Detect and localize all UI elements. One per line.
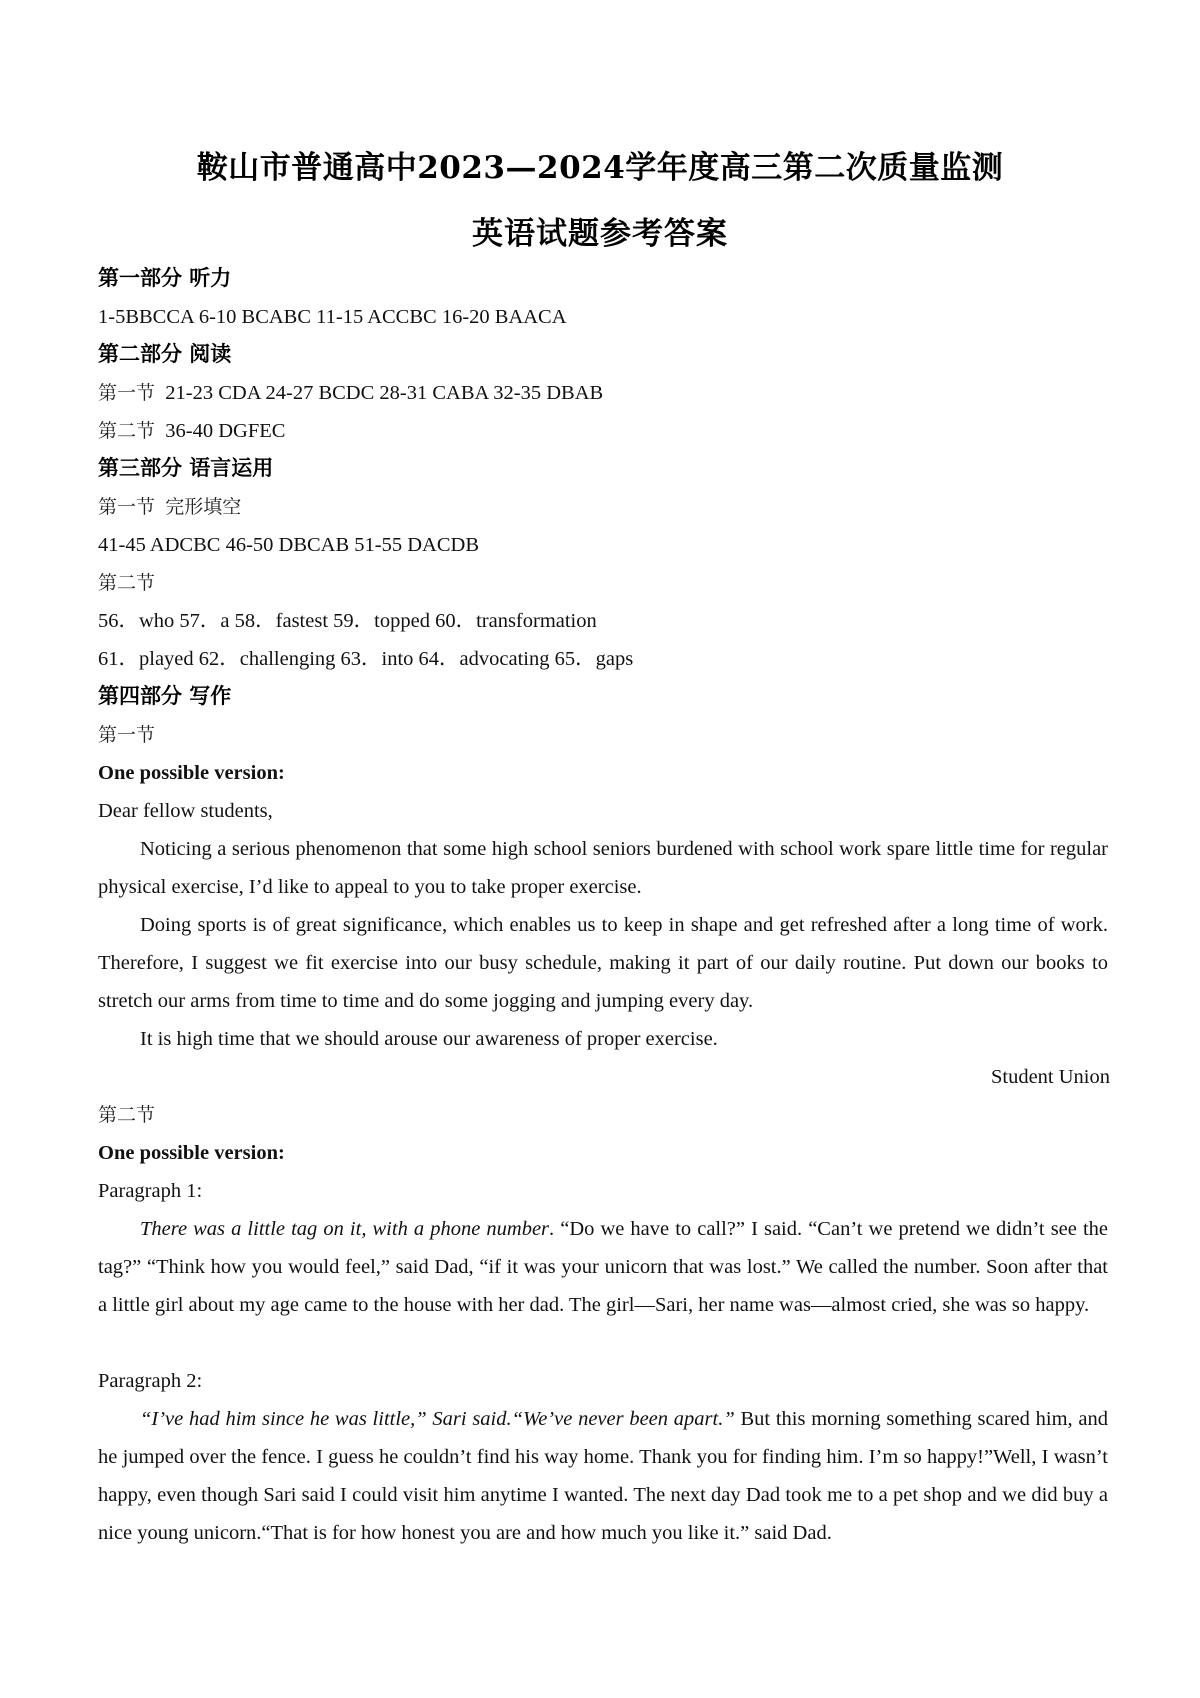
story-paragraph-1-opening: There was a little tag on it, with a phone number	[140, 1218, 550, 1240]
part1-heading: 第一部分 听力	[98, 266, 232, 290]
part4-section1-version-label: One possible version:	[98, 762, 285, 784]
letter-paragraph-1: Noticing a serious phenomenon that some high school seniors burdened with school work spare little time for regular physical exercise, I’d like to appeal to you to take proper exercise.	[98, 838, 1108, 898]
part3-section2-label: 第二节	[98, 572, 156, 594]
story-paragraph-2-body: But this morning something scared him, and he jumped over the fence. I guess he couldn’t find his way home. Thank you for finding him. I’m so happy!”Well, I wasn’t happy, even though Sari said I could visit him anytime I wanted. The next day Dad took me to a pet shop and we did buy a nice young unicorn.“That is for how honest you are and how much you like it.” said Dad.	[98, 1408, 1108, 1544]
story-paragraph-1-label: Paragraph 1:	[98, 1180, 203, 1202]
story-paragraph-2-label: Paragraph 2:	[98, 1370, 203, 1392]
part2-section2-answers: 36-40 DGFEC	[165, 420, 286, 442]
letter-signature: Student Union	[990, 1066, 1110, 1088]
letter-greeting: Dear fellow students,	[98, 800, 273, 822]
part4-heading: 第四部分 写作	[98, 684, 232, 708]
letter-paragraph-2: Doing sports is of great significance, which enables us to keep in shape and get refreshed after a long time of work. Therefore, I suggest we fit exercise into our busy schedule, making it part of our daily routine. Put down our books to stretch our arms from time to time and do some jogging and jumping every day.	[98, 914, 1108, 1012]
part2-section1-label: 第一节	[98, 382, 156, 404]
part2-section1-answers: 21-23 CDA 24-27 BCDC 28-31 CABA 32-35 DBAB	[165, 382, 604, 404]
part4-section1-label: 第一节	[98, 724, 156, 746]
part3-section2-line2: 61．played 62．challenging 63．into 64．advocating 65．gaps	[98, 648, 634, 670]
part4-section2-label: 第二节	[98, 1104, 156, 1126]
part1-answers: 1-5BBCCA 6-10 BCABC 11-15 ACCBC 16-20 BAACA	[98, 306, 567, 328]
story-paragraph-1-body: . “Do we have to call?” I said. “Can’t we pretend we didn’t see the tag?” “Think how you would feel,” said Dad, “if it was your unicorn that was lost.” We called the number. Soon after that a little girl about my age came to the house with her dad. The girl—Sari, her name was—almost cried, she was so happy.	[98, 1218, 1108, 1316]
part2-section1	[98, 379, 603, 407]
part3-section1-answers: 41-45 ADCBC 46-50 DBCAB 51-55 DACDB	[98, 534, 479, 556]
part3-section2-line1: 56．who 57．a 58．fastest 59．topped 60．transformation	[98, 610, 597, 632]
part3-section1-label: 第一节	[98, 496, 156, 518]
part4-section2-version-label: One possible version:	[98, 1142, 285, 1164]
part2-section2-label: 第二节	[98, 420, 156, 442]
part3-section1-title: 完形填空	[165, 496, 242, 518]
story-paragraph-2	[98, 1400, 1108, 1552]
letter-paragraph-3: It is high time that we should arouse our awareness of proper exercise.	[140, 1028, 718, 1050]
part2-heading: 第二部分 阅读	[98, 342, 232, 366]
story-paragraph-2-opening: “I’ve had him since he was little,” Sari said.“We’ve never been apart.”	[140, 1408, 735, 1430]
document-subtitle: 英语试题参考答案	[472, 216, 728, 252]
story-paragraph-1	[98, 1210, 1108, 1324]
document-title: 鞍山市普通高中2023—2024学年度高三第二次质量监测	[196, 150, 1004, 186]
part3-section1	[98, 493, 241, 521]
part3-heading: 第三部分 语言运用	[98, 456, 274, 480]
part2-section2	[98, 417, 285, 445]
